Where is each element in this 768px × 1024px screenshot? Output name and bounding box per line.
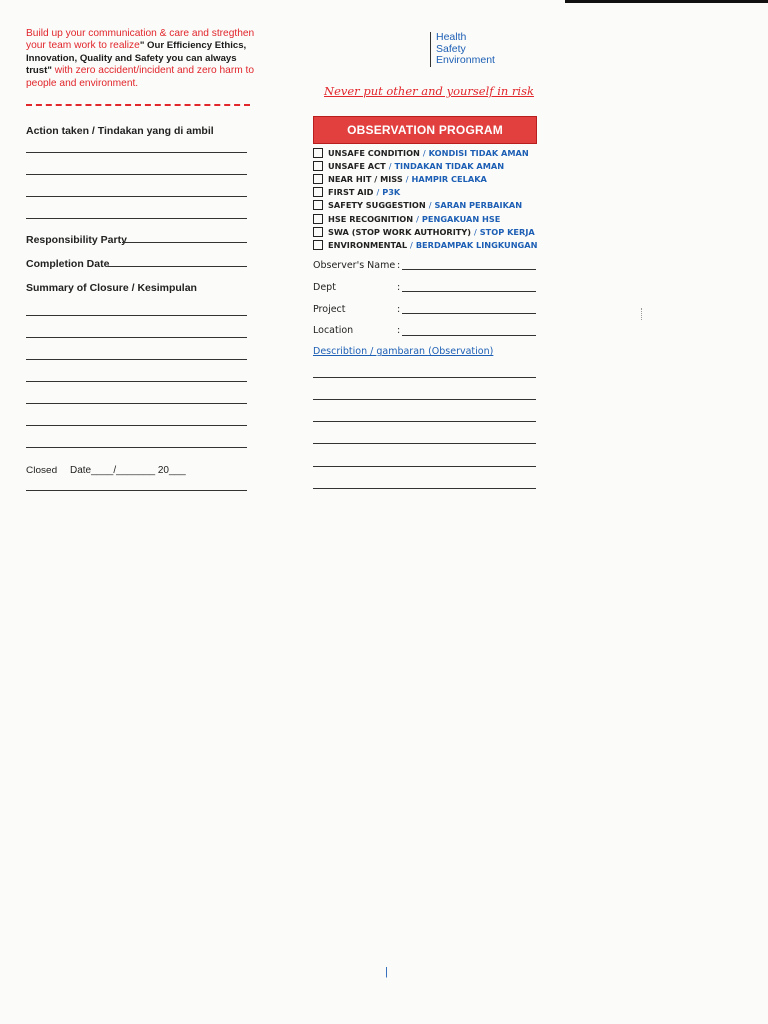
dashed-separator [26, 104, 250, 106]
dept-label: Dept [313, 282, 336, 293]
checkbox-safety-suggestion[interactable] [313, 200, 323, 210]
motto-red-part-2: with zero accident/incident and zero harm to people and environment. [26, 65, 255, 89]
slogan-text: Never put other and yourself in risk [324, 84, 534, 98]
checklist-item-hse-recognition[interactable] [313, 212, 553, 225]
description-line-6[interactable] [313, 488, 536, 489]
action-line-2[interactable] [26, 174, 247, 175]
project-label: Project [313, 304, 346, 315]
summary-line-3[interactable] [26, 359, 247, 360]
checklist-separator: / [405, 173, 409, 184]
checkbox-swa[interactable] [313, 227, 323, 237]
checklist-item-swa[interactable] [313, 225, 553, 238]
summary-line-1[interactable] [26, 315, 247, 316]
dept-colon: : [397, 282, 401, 293]
checklist-ms-label: TINDAKAN TIDAK AMAN [394, 160, 505, 171]
hse-environment: Environment [436, 54, 495, 66]
completion-date-label: Completion Date [26, 258, 110, 270]
checklist-en-label: HSE RECOGNITION [328, 213, 414, 224]
summary-line-4[interactable] [26, 381, 247, 382]
checklist-separator: / [416, 213, 419, 224]
checklist-en-label: ENVIRONMENTAL [328, 239, 408, 250]
page-mark: | [385, 966, 388, 978]
responsibility-party-label: Responsibility Party [26, 234, 127, 246]
location-colon: : [397, 325, 401, 336]
checkbox-first-aid[interactable] [313, 187, 323, 197]
checklist-en-label: UNSAFE ACT [328, 160, 386, 171]
location-field[interactable] [402, 335, 536, 336]
observers-name-colon: : [397, 260, 401, 271]
summary-line-5[interactable] [26, 403, 247, 404]
checklist-separator: / [410, 239, 413, 250]
checklist-item-first-aid[interactable] [313, 186, 553, 199]
motto-bold-part: " Our Efficiency Ethics, Innovation, Quality and Safety you can always trust" [26, 40, 247, 77]
scan-edge-bar [565, 0, 768, 3]
observers-name-label: Observer's Name [313, 260, 396, 271]
checklist-ms-label: SARAN PERBAIKAN [434, 200, 523, 211]
checklist-item-unsafe-act[interactable] [313, 159, 553, 172]
checklist-separator: / [376, 187, 380, 198]
closed-signature-line[interactable] [26, 490, 247, 491]
closed-label: Closed [26, 465, 58, 476]
description-line-1[interactable] [313, 377, 536, 378]
checklist-en-label: SAFETY SUGGESTION [328, 200, 426, 211]
motto-red-part-1: Build up your communication & care and stregthen your team work to realize [26, 28, 255, 52]
checklist-item-near-hit[interactable] [313, 172, 553, 185]
responsibility-party-field[interactable] [122, 242, 247, 243]
hse-logo-text [430, 32, 495, 67]
summary-line-7[interactable] [26, 447, 247, 448]
description-line-3[interactable] [313, 421, 536, 422]
checkbox-environmental[interactable] [313, 240, 323, 250]
checkbox-hse-recognition[interactable] [313, 214, 323, 224]
observers-name-field[interactable] [402, 269, 536, 270]
checkbox-unsafe-condition[interactable] [313, 148, 323, 158]
checklist-item-environmental[interactable] [313, 238, 553, 251]
checklist-en-label: SWA (STOP WORK AUTHORITY) [328, 226, 472, 237]
action-line-3[interactable] [26, 196, 247, 197]
checklist-en-label: FIRST AID [328, 187, 374, 198]
checklist-en-label: NEAR HIT / MISS [328, 173, 403, 184]
checkbox-unsafe-act[interactable] [313, 161, 323, 171]
action-line-1[interactable] [26, 152, 247, 153]
project-colon: : [397, 304, 401, 315]
motto-text [26, 28, 258, 90]
hse-safety: Safety [436, 42, 466, 55]
checklist-ms-label: P3K [382, 187, 401, 198]
checklist-item-unsafe-condition[interactable] [313, 146, 553, 159]
checklist-separator: / [422, 147, 426, 158]
description-line-4[interactable] [313, 443, 536, 444]
project-field[interactable] [402, 313, 536, 314]
description-line-5[interactable] [313, 466, 536, 467]
checklist-separator: / [388, 160, 392, 171]
checklist-ms-label: BERDAMPAK LINGKUNGAN [415, 239, 538, 250]
checklist-separator: / [474, 226, 477, 237]
location-label: Location [313, 325, 354, 336]
summary-line-2[interactable] [26, 337, 247, 338]
checklist-separator: / [428, 200, 432, 211]
scan-speck [641, 308, 644, 320]
checkbox-near-hit[interactable] [313, 174, 323, 184]
checklist-ms-label: KONDISI TIDAK AMAN [428, 147, 529, 158]
checklist-ms-label: PENGAKUAN HSE [421, 213, 501, 224]
observation-checklist [313, 146, 553, 252]
description-label: Describtion / gambaran (Observation) [313, 346, 494, 357]
checklist-ms-label: STOP KERJA [479, 226, 535, 237]
checklist-item-safety-suggestion[interactable] [313, 199, 553, 212]
summary-line-6[interactable] [26, 425, 247, 426]
summary-closure-label: Summary of Closure / Kesimpulan [26, 282, 197, 294]
closed-date-field[interactable]: Date____/_______ 20___ [70, 465, 186, 476]
observation-program-banner: OBSERVATION PROGRAM [313, 116, 537, 144]
description-line-2[interactable] [313, 399, 536, 400]
action-line-4[interactable] [26, 218, 247, 219]
checklist-ms-label: HAMPIR CELAKA [411, 173, 487, 184]
hse-health: Health [436, 31, 467, 43]
checklist-en-label: UNSAFE CONDITION [328, 147, 420, 158]
action-taken-label: Action taken / Tindakan yang di ambil [26, 125, 214, 137]
dept-field[interactable] [402, 291, 536, 292]
completion-date-field[interactable] [108, 266, 247, 267]
